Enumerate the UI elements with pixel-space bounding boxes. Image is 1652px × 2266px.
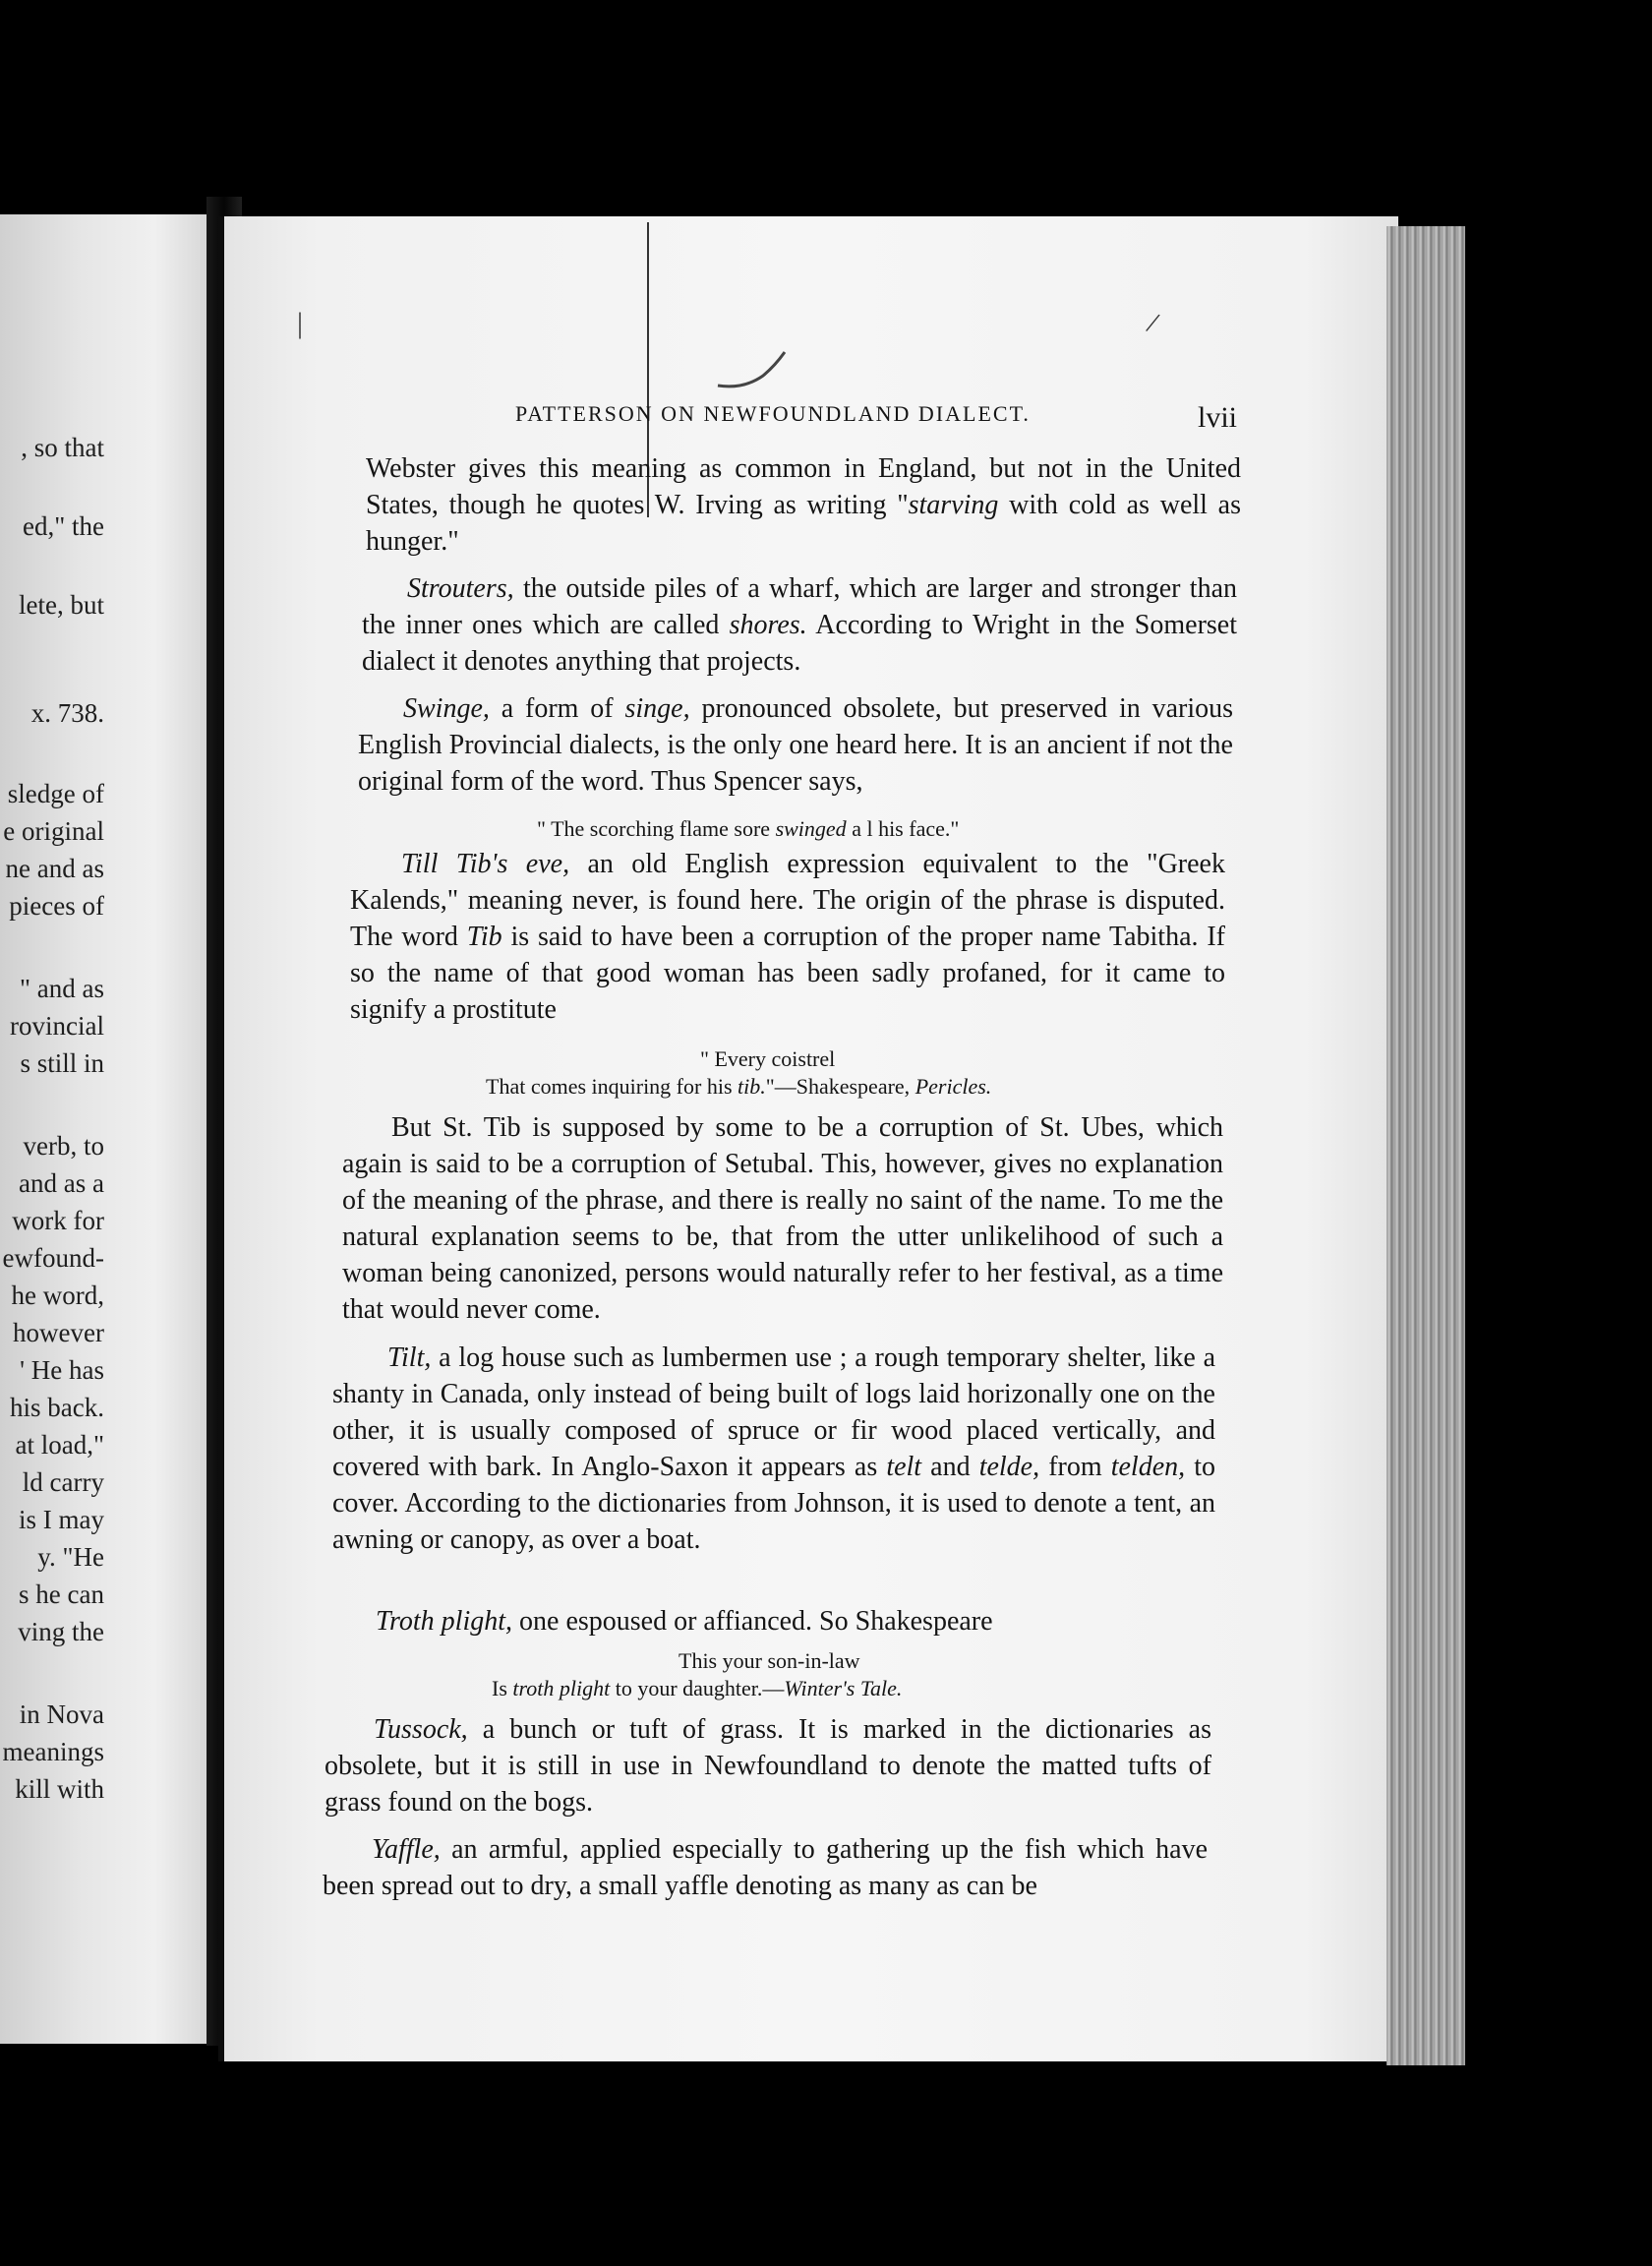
paragraph-webster	[366, 450, 1241, 560]
left-page-line: ne and as	[5, 854, 104, 883]
italic-text: Tib	[466, 922, 502, 952]
text: pronounced obsolete, but preserved in various English Provincial dialects, is the only one heard here. It is an ancient if not the original form of the word. Thus Spencer says,	[358, 693, 1233, 797]
left-page-line: ving the	[18, 1617, 104, 1646]
text: Is	[492, 1676, 513, 1700]
left-page-line: ' He has	[20, 1355, 104, 1385]
page-edges	[1386, 226, 1465, 2065]
italic-text: Winter's Tale.	[784, 1676, 903, 1700]
text: is said to have been a corruption of the proper name Tabitha. If so the name of that good woman has been sadly profaned, for it came to signify a prostitute	[350, 922, 1226, 1025]
paragraph-yaffle	[323, 1831, 1208, 1904]
paragraph-st-tib	[342, 1109, 1223, 1328]
quotation-winters-tale-line1: This your son-in-law	[678, 1648, 860, 1673]
text: one espoused or affianced. So Shakespeare	[512, 1606, 993, 1637]
paragraph-troth-plight	[330, 1603, 1215, 1640]
entry-term: Swinge,	[403, 693, 490, 724]
italic-text: shores.	[729, 610, 807, 640]
left-page-line: s he can	[19, 1580, 104, 1609]
paragraph-till-tibs-eve	[350, 846, 1225, 1028]
left-page-line: he word,	[11, 1281, 104, 1310]
left-page-line: however	[13, 1318, 104, 1347]
quotation-spencer	[537, 816, 959, 842]
text: an armful, applied especially to gathering up the fish which have been spread out to dry, a small yaffle denoting as many as can be	[323, 1834, 1208, 1901]
left-page-line: pieces of	[9, 891, 104, 921]
text: "—Shakespeare,	[765, 1074, 915, 1099]
paragraph-tilt	[332, 1340, 1215, 1558]
left-page-line: lete, but	[19, 590, 104, 620]
italic-text: singe,	[624, 693, 690, 724]
italic-text: troth plight	[512, 1676, 611, 1700]
left-page-line: sledge of	[7, 779, 104, 808]
text: a bunch or tuft of grass. It is marked in the dictionaries as obsolete, but it is still in use in Newfoundland to denote the matted tufts of grass found on the bogs.	[324, 1714, 1211, 1818]
ink-mark: /	[1143, 306, 1162, 340]
left-page-line: y. "He	[37, 1542, 104, 1572]
italic-text: tib.	[738, 1074, 766, 1099]
paragraph-swinge	[358, 690, 1233, 800]
left-page-line: , so that	[21, 433, 104, 462]
left-page-line: ewfound-	[2, 1243, 104, 1273]
italic-text: starving	[908, 490, 999, 520]
left-page-line: ed," the	[23, 511, 104, 541]
text: from	[1039, 1452, 1111, 1482]
entry-term: Tilt,	[387, 1342, 432, 1373]
page-number: lvii	[1198, 401, 1238, 434]
text: the outside piles of a wharf, which are larger and stronger than the inner ones which are called	[362, 573, 1237, 640]
left-page-line: " and as	[20, 974, 104, 1003]
entry-term: Tussock,	[374, 1714, 468, 1745]
left-page-line: e original	[3, 816, 104, 846]
text: an old English expression equivalent to the "Greek Kalends," meaning never, is found here. The origin of the phrase is disputed. The word	[350, 849, 1225, 952]
left-page-line: x. 738.	[30, 698, 104, 728]
left-page-line: at load,"	[15, 1430, 104, 1460]
entry-term: Till Tib's eve,	[401, 849, 570, 879]
quotation-pericles-line2	[486, 1074, 991, 1100]
left-page-line: is I may	[19, 1505, 104, 1534]
quotation-winters-tale-line2	[492, 1676, 902, 1701]
text: a form of	[489, 693, 625, 724]
entry-term: Strouters,	[407, 573, 514, 604]
paragraph-strouters	[362, 570, 1237, 680]
running-head: PATTERSON ON NEWFOUNDLAND DIALECT.	[515, 401, 1031, 426]
left-page-line: rovincial	[10, 1011, 104, 1041]
text: But St. Tib is supposed by some to be a corruption of St. Ubes, which again is said to be a corruption of Setubal. This, however, gives no explanation of the meaning of the phrase, and there is really no saint of the name. To me the natural explanation seems to be, that from the utter unlikelihood of such a woman being canonized, persons would naturally refer to her festival, as a time that would never come.	[342, 1112, 1223, 1325]
left-page	[0, 214, 206, 2044]
text: a log house such as lumbermen use ; a rough temporary shelter, like a shanty in Canada, only instead of being built of logs laid horizonally one on the other, it is usually composed of spruce or fir wood placed vertically, and covered with bark. In Anglo-Saxon it appears as	[332, 1342, 1215, 1482]
left-page-line: kill with	[15, 1774, 104, 1804]
left-page-line: work for	[12, 1206, 104, 1235]
text: That comes inquiring for his	[486, 1074, 738, 1099]
italic-text: telden,	[1110, 1452, 1186, 1482]
quotation-pericles-line1: " Every coistrel	[700, 1046, 836, 1071]
left-page-line: his back.	[10, 1393, 104, 1422]
left-page-line: and as a	[19, 1168, 104, 1198]
entry-term: Troth plight,	[376, 1606, 513, 1637]
italic-text: telt	[886, 1452, 922, 1482]
text: and	[921, 1452, 979, 1482]
left-page-line: meanings	[2, 1737, 104, 1766]
ink-mark: |	[297, 307, 304, 339]
italic-text: swinged	[775, 816, 847, 841]
text: to cover. According to the dictionaries from Johnson, it is used to denote a tent, an awning or canopy, as over a boat.	[332, 1452, 1216, 1555]
italic-text: telde,	[978, 1452, 1040, 1482]
text: to your daughter.—	[610, 1676, 785, 1700]
text: a l his face."	[846, 816, 960, 841]
left-page-line: ld carry	[22, 1467, 104, 1497]
text: Webster gives this meaning as common in England, but not in the United States, though he quotes W. Irving as writing "	[366, 453, 1241, 520]
left-page-line: in Nova	[19, 1700, 104, 1729]
italic-text: Pericles.	[914, 1074, 992, 1099]
paragraph-tussock	[324, 1711, 1211, 1820]
pencil-mark	[714, 346, 793, 395]
left-page-line: verb, to	[23, 1131, 104, 1161]
text: According to Wright in the Somerset dialect it denotes anything that projects.	[362, 610, 1238, 677]
entry-term: Yaffle,	[372, 1834, 441, 1865]
text: with cold as well as hunger."	[366, 490, 1242, 557]
left-page-line: s still in	[20, 1048, 104, 1078]
text: " The scorching flame sore	[537, 816, 776, 841]
